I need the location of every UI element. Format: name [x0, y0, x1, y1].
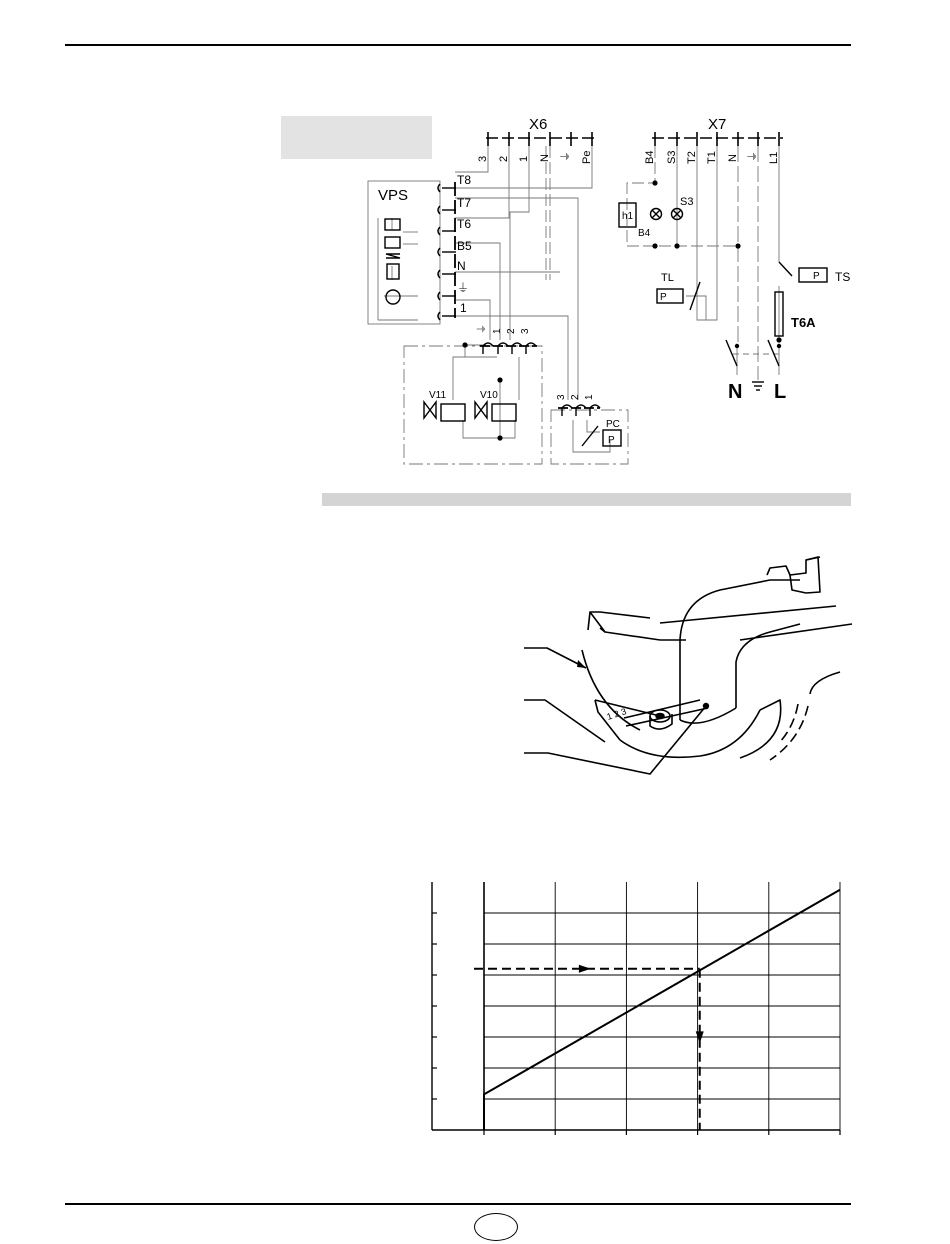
x7-pin: T1	[706, 151, 718, 164]
chart-series	[484, 890, 840, 1130]
pc-plug-pin: 1	[584, 394, 595, 400]
chart-grid	[484, 882, 840, 1130]
v11-label: V11	[429, 390, 447, 401]
arrow-right-icon	[579, 965, 591, 973]
valve-plug-pin: 3	[520, 328, 531, 334]
valve-plug-pin: 1	[492, 328, 503, 334]
chart-guide	[474, 965, 704, 1130]
x6-pin: 3	[477, 155, 489, 162]
x7-pin: L1	[768, 151, 780, 164]
b4-label: B4	[638, 228, 651, 239]
s3-label: S3	[680, 196, 694, 208]
mains-n-label: N	[728, 381, 743, 403]
ts-p-label: P	[813, 271, 820, 282]
v10-label: V10	[480, 390, 498, 401]
x6-pin: 2	[498, 155, 510, 162]
scale-marks: 1 2 3	[605, 706, 628, 722]
x7-pin: B4	[644, 150, 656, 164]
pc-plug-pin: 3	[556, 394, 567, 400]
tl-label: TL	[661, 272, 674, 284]
h1-label: h1	[622, 211, 634, 222]
x6-pin: Pe	[581, 150, 593, 164]
x6-pin: 1	[518, 155, 530, 162]
valve-plug-pin: ⏚	[477, 324, 488, 334]
pc-plug-pin: 2	[570, 394, 581, 400]
vps-pin: 1	[460, 301, 467, 315]
x7-pin: ⏚	[747, 151, 759, 162]
page-number-badge	[474, 1213, 518, 1241]
pc-p-label: P	[608, 435, 615, 446]
vps-pin: N	[457, 259, 466, 273]
series-line	[484, 890, 840, 1130]
mains-l-label: L	[774, 381, 787, 403]
vps-pin: B5	[457, 239, 472, 253]
x6-pin: N	[539, 154, 551, 162]
vps-pin: T6	[457, 217, 472, 231]
x6-pin: ⏚	[560, 151, 572, 162]
vps-pin: T8	[457, 173, 472, 187]
x6-label: X6	[529, 116, 548, 133]
pc-label: PC	[606, 419, 620, 430]
chart-axes	[432, 882, 840, 1135]
x7-pin: S3	[666, 150, 678, 164]
ts-label: TS	[835, 270, 851, 284]
tl-p-label: P	[660, 292, 667, 303]
bottom-rule	[65, 1203, 851, 1205]
fuse-label: T6A	[791, 315, 816, 330]
x7-pin: N	[727, 154, 739, 162]
valve-plug-pin: 2	[506, 328, 517, 334]
x7-label: X7	[708, 116, 727, 133]
vps-pin: T7	[457, 196, 472, 210]
vps-pin: ⏚	[457, 281, 470, 295]
x7-pin: T2	[686, 151, 698, 164]
vps-label: VPS	[378, 187, 409, 204]
